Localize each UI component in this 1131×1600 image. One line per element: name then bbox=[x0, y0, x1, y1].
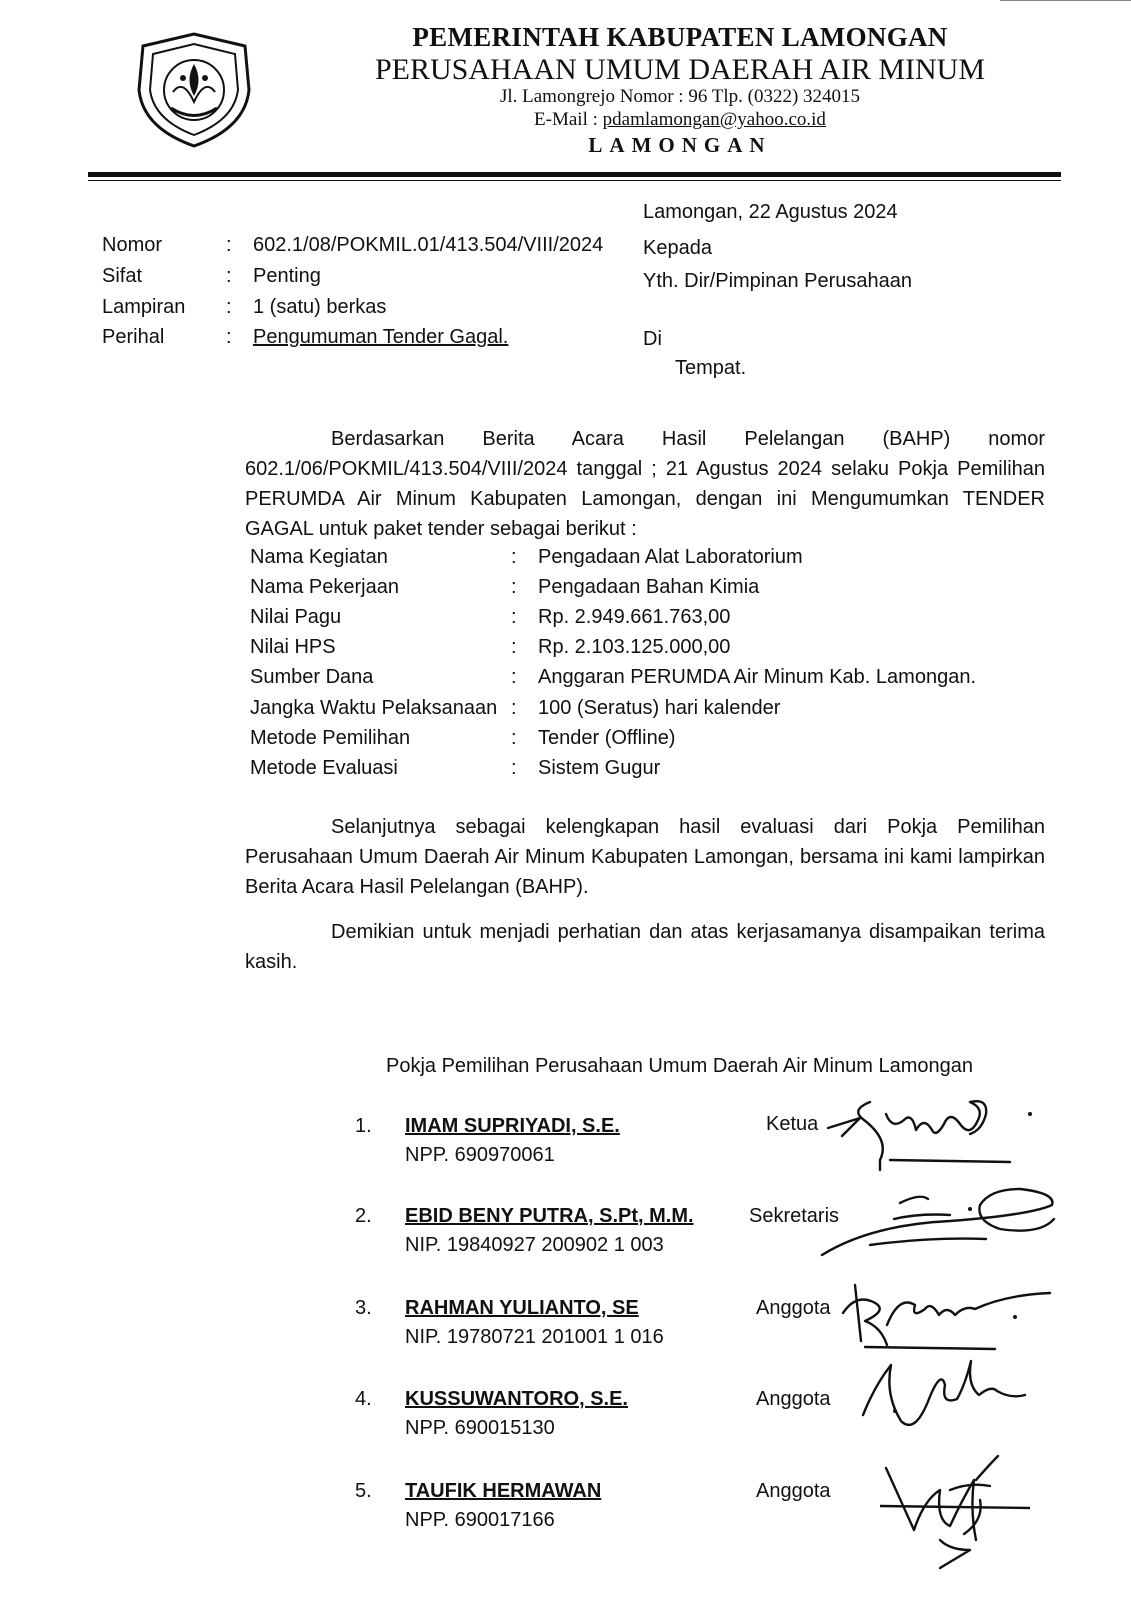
signatory-number: 1. bbox=[355, 1115, 372, 1137]
signatory-id: NPP. 690015130 bbox=[405, 1417, 555, 1439]
header-city: LAMONGAN bbox=[588, 133, 772, 157]
signature-ketua bbox=[820, 1090, 1040, 1180]
meta-value-nomor: 602.1/08/POKMIL.01/413.504/VIII/2024 bbox=[253, 234, 604, 256]
signatory-id: NIP. 19780721 201001 1 016 bbox=[405, 1326, 664, 1348]
detail-value: Rp. 2.949.661.763,00 bbox=[538, 606, 731, 628]
email-prefix: E-Mail : bbox=[534, 109, 603, 130]
meta-value-lampiran: 1 (satu) berkas bbox=[253, 296, 387, 318]
signature-anggota-3 bbox=[880, 1450, 1030, 1570]
detail-colon: : bbox=[511, 636, 517, 658]
recipient-tempat: Tempat. bbox=[675, 357, 747, 379]
detail-value: 100 (Seratus) hari kalender bbox=[538, 697, 781, 719]
committee-title: Pokja Pemilihan Perusahaan Umum Daerah Air Minum Lamongan bbox=[386, 1055, 973, 1077]
detail-label: Sumber Dana bbox=[250, 666, 374, 688]
body-paragraph-2: Selanjutnya sebagai kelengkapan hasil evaluasi dari Pokja Pemilihan Perusahaan Umum Daerah Air Minum Kabupaten Lamongan, bersama ini kami lampirkan Berita Acara Hasil Pelelangan (BAHP). bbox=[245, 816, 1045, 898]
signature-anggota-1 bbox=[835, 1265, 1060, 1355]
signatory-role: Anggota bbox=[756, 1388, 831, 1410]
detail-colon: : bbox=[511, 606, 517, 628]
signatory-number: 3. bbox=[355, 1297, 372, 1319]
header-divider-thin bbox=[88, 180, 1061, 181]
detail-colon: : bbox=[511, 697, 517, 719]
detail-label: Nama Pekerjaan bbox=[250, 576, 399, 598]
detail-label: Nilai Pagu bbox=[250, 606, 342, 628]
signatory-id: NPP. 690970061 bbox=[405, 1144, 555, 1166]
detail-value: Sistem Gugur bbox=[538, 757, 661, 779]
signatory-id: NPP. 690017166 bbox=[405, 1509, 555, 1531]
header-government: PEMERINTAH KABUPATEN LAMONGAN bbox=[412, 22, 948, 52]
detail-colon: : bbox=[511, 727, 517, 749]
detail-value: Tender (Offline) bbox=[538, 727, 676, 749]
meta-colon: : bbox=[226, 234, 232, 256]
meta-value-sifat: Penting bbox=[253, 265, 321, 287]
signatory-number: 2. bbox=[355, 1205, 372, 1227]
detail-label: Nilai HPS bbox=[250, 636, 336, 658]
signatory-number: 4. bbox=[355, 1388, 372, 1410]
detail-colon: : bbox=[511, 576, 517, 598]
detail-value: Rp. 2.103.125.000,00 bbox=[538, 636, 731, 658]
detail-colon: : bbox=[511, 546, 517, 568]
signatory-role: Ketua bbox=[766, 1113, 819, 1135]
scan-edge-line bbox=[1000, 0, 1131, 1]
body-paragraph-3: Demikian untuk menjadi perhatian dan atas kerjasamanya disampaikan terima kasih. bbox=[245, 921, 1045, 973]
meta-label-lampiran: Lampiran bbox=[102, 296, 186, 318]
signature-sekretaris bbox=[810, 1185, 1060, 1270]
signatory-name: KUSSUWANTORO, S.E. bbox=[405, 1388, 628, 1410]
recipient-di: Di bbox=[643, 328, 662, 350]
meta-label-nomor: Nomor bbox=[102, 234, 163, 256]
header-company: PERUSAHAAN UMUM DAERAH AIR MINUM bbox=[374, 53, 986, 86]
meta-colon: : bbox=[226, 326, 232, 348]
header-email-line bbox=[300, 109, 1060, 131]
email-address: pdamlamongan@yahoo.co.id bbox=[602, 109, 826, 130]
header-address: Jl. Lamongrejo Nomor : 96 Tlp. (0322) 324015 bbox=[499, 86, 861, 107]
place-date: Lamongan, 22 Agustus 2024 bbox=[643, 201, 898, 223]
meta-colon: : bbox=[226, 296, 232, 318]
meta-label-sifat: Sifat bbox=[102, 265, 143, 287]
detail-colon: : bbox=[511, 666, 517, 688]
signatory-name: IMAM SUPRIYADI, S.E. bbox=[405, 1115, 620, 1137]
meta-label-perihal: Perihal bbox=[102, 326, 165, 348]
recipient-name: Yth. Dir/Pimpinan Perusahaan bbox=[643, 270, 913, 292]
signature-anggota-2 bbox=[855, 1355, 1040, 1445]
signatory-role: Anggota bbox=[756, 1297, 831, 1319]
detail-value: Pengadaan Alat Laboratorium bbox=[538, 546, 803, 568]
detail-label: Jangka Waktu Pelaksanaan bbox=[250, 697, 498, 719]
meta-value-perihal: Pengumuman Tender Gagal. bbox=[253, 326, 509, 348]
regency-emblem-logo bbox=[133, 28, 255, 150]
signatory-name: RAHMAN YULIANTO, SE bbox=[405, 1297, 639, 1319]
detail-value: Anggaran PERUMDA Air Minum Kab. Lamongan. bbox=[538, 666, 976, 688]
signatory-name: EBID BENY PUTRA, S.Pt, M.M. bbox=[405, 1205, 694, 1227]
detail-colon: : bbox=[511, 757, 517, 779]
recipient-kepada: Kepada bbox=[643, 237, 712, 259]
body-paragraph-1: Berdasarkan Berita Acara Hasil Pelelangan (BAHP) nomor 602.1/06/POKMIL/413.504/VIII/2024 tanggal ; 21 Agustus 2024 selaku Pokja Pemilihan PERUMDA Air Minum Kabupaten Lamongan, dengan ini Mengumumkan TENDER GAGAL untuk paket tender sebagai berikut : bbox=[245, 428, 1045, 540]
signatory-id: NIP. 19840927 200902 1 003 bbox=[405, 1234, 664, 1256]
signatory-role: Sekretaris bbox=[749, 1205, 840, 1227]
detail-label: Metode Evaluasi bbox=[250, 757, 398, 779]
meta-colon: : bbox=[226, 265, 232, 287]
detail-label: Metode Pemilihan bbox=[250, 727, 411, 749]
signatory-role: Anggota bbox=[756, 1480, 831, 1502]
signatory-number: 5. bbox=[355, 1480, 372, 1502]
signatory-name: TAUFIK HERMAWAN bbox=[405, 1480, 602, 1502]
detail-label: Nama Kegiatan bbox=[250, 546, 388, 568]
detail-value: Pengadaan Bahan Kimia bbox=[538, 576, 760, 598]
header-divider-thick bbox=[88, 172, 1061, 177]
